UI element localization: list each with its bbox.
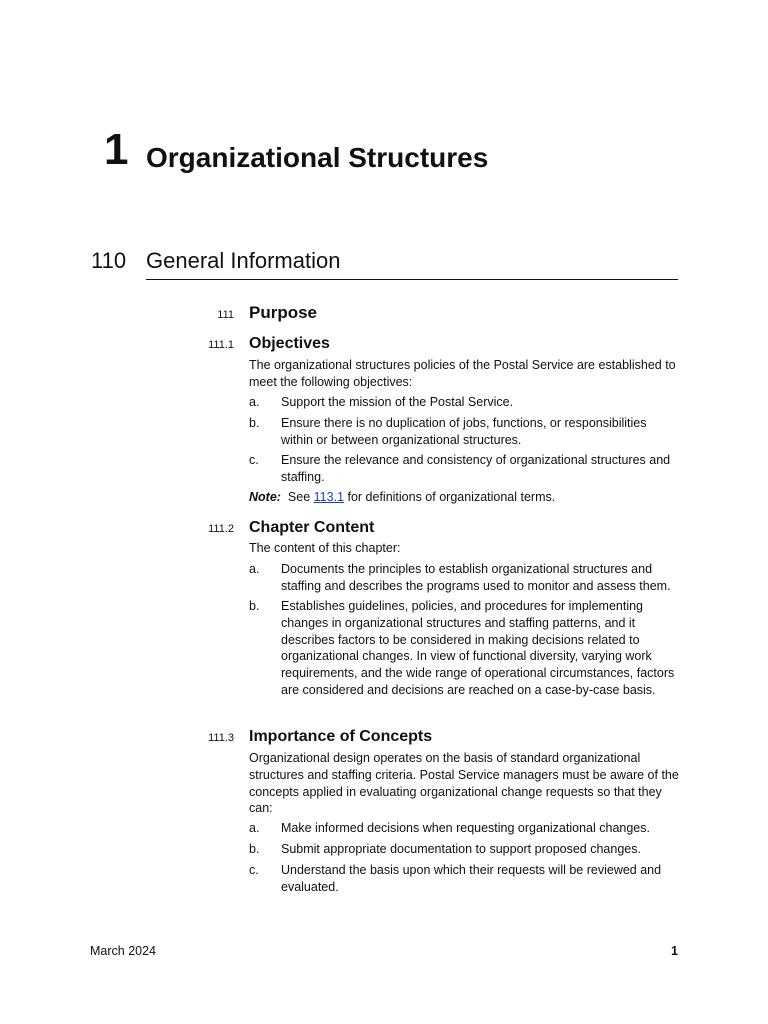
objectives-note	[249, 489, 681, 506]
objectives-intro: The organizational structures policies of the Postal Service are established to meet the following objectives:	[249, 358, 676, 389]
chapter-content-intro: The content of this chapter:	[249, 541, 401, 555]
list-marker: b.	[249, 842, 260, 856]
list-item: Make informed decisions when requesting organizational changes.	[281, 821, 650, 835]
section-title: General Information	[146, 248, 341, 273]
importance-number: 111.3	[208, 732, 234, 744]
purpose-number: 111	[217, 309, 234, 321]
chapter-content-heading: Chapter Content	[249, 519, 375, 536]
note-text: See	[287, 490, 311, 504]
list-marker: b.	[249, 416, 260, 430]
list-marker: a.	[249, 562, 260, 576]
list-item: Ensure there is no duplication of jobs, functions, or responsibilities within or between organizational structures.	[281, 416, 647, 447]
terms-link[interactable]: 113.1	[313, 490, 344, 504]
list-marker: a.	[249, 821, 260, 835]
footer-date: March 2024	[90, 944, 157, 958]
objectives-heading: Objectives	[249, 335, 330, 352]
chapter-content-number: 111.2	[208, 523, 234, 535]
note-label: Note:	[249, 490, 281, 504]
list-item: Understand the basis upon which their requests will be reviewed and evaluated.	[281, 863, 662, 894]
list-marker: b.	[249, 599, 260, 613]
list-marker: c.	[249, 863, 259, 877]
list-item: Establishes guidelines, policies, and procedures for implementing changes in organizational structures and staffing patterns, and it describes factors to be considered in making decisions related to organizational changes. In view of functional diversity, varying work requirements, and the wide range of operational circumstances, factors are considered and decisions are reached on a case-by-case basis.	[281, 599, 675, 697]
page-number: 1	[671, 944, 678, 958]
purpose-heading: Purpose	[249, 303, 318, 322]
list-item: Ensure the relevance and consistency of organizational structures and staffing.	[281, 453, 671, 484]
list-item: Submit appropriate documentation to support proposed changes.	[281, 842, 641, 856]
chapter-number: 1	[104, 125, 129, 174]
list-item: Documents the principles to establish organizational structures and staffing and describes the programs used to monitor and assess them.	[281, 562, 671, 593]
importance-intro: Organizational design operates on the basis of standard organizational structures and staffing criteria. Postal Service managers must be aware of the concepts applied in evaluating organizational change requests so that they can:	[249, 751, 679, 816]
note-text: for definitions of organizational terms.	[347, 490, 556, 504]
objectives-number: 111.1	[208, 339, 234, 351]
list-marker: a.	[249, 395, 260, 409]
chapter-title: Organizational Structures	[146, 142, 489, 173]
section-divider	[146, 279, 678, 280]
list-marker: c.	[249, 453, 259, 467]
section-number: 110	[91, 248, 127, 273]
importance-heading: Importance of Concepts	[249, 728, 433, 745]
list-item: Support the mission of the Postal Service.	[281, 395, 514, 409]
